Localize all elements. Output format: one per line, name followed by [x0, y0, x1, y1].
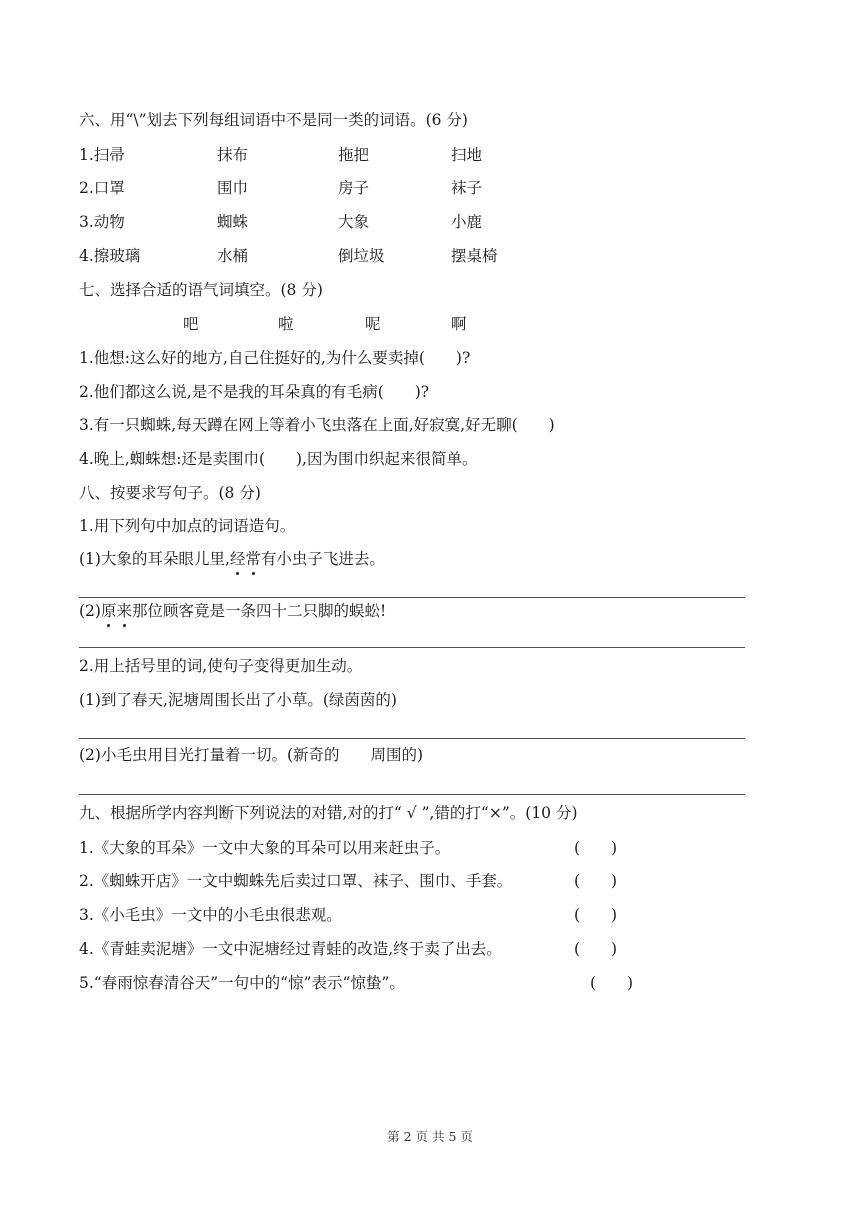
answer-line[interactable] — [79, 647, 745, 648]
word-cell: 抹布 — [217, 146, 249, 164]
section7-title: 七、选择合适的语气词填空。(8 分) — [79, 281, 323, 299]
word-cell: 2.口罩 — [79, 179, 125, 197]
sentence-text: 那位顾客竟是一条四十二只脚的蜈蚣! — [132, 602, 387, 620]
word-cell: 大象 — [338, 213, 370, 231]
word-cell: 袜子 — [451, 179, 483, 197]
section6-title: 六、用“\”划去下列每组词语中不是同一类的词语。(6 分) — [79, 111, 468, 129]
answer-line[interactable] — [79, 794, 745, 795]
page-number: 第 2 页 共 5 页 — [387, 1129, 473, 1144]
word-cell: 拖把 — [338, 146, 370, 164]
word-cell: 扫地 — [451, 146, 483, 164]
section8-sentence-1 — [79, 549, 385, 569]
judgment-blank[interactable]: ( ) — [574, 839, 618, 857]
judgment-item-3: 3.《小毛虫》一文中的小毛虫很悲观。 — [79, 906, 342, 924]
word-option: 吧 — [183, 315, 199, 333]
word-option: 呢 — [365, 315, 381, 333]
word-cell: 倒垃圾 — [338, 247, 385, 265]
section8-sentence-3: (1)到了春天,泥塘周围长出了小草。(绿茵茵的) — [79, 691, 397, 709]
dotted-char: 常 — [245, 550, 261, 568]
word-cell: 摆桌椅 — [451, 247, 498, 265]
word-cell: 蜘蛛 — [217, 213, 249, 231]
section8-title: 八、按要求写句子。(8 分) — [79, 484, 261, 502]
section7-item-3: 3.有一只蜘蛛,每天蹲在网上等着小飞虫落在上面,好寂寞,好无聊( ) — [79, 416, 555, 434]
word-cell: 4.擦玻璃 — [79, 247, 141, 265]
section7-item-1: 1.他想:这么好的地方,自己住挺好的,为什么要卖掉( )? — [79, 349, 471, 367]
answer-line[interactable] — [79, 597, 745, 598]
section8-question-1: 1.用下列句中加点的词语造句。 — [79, 517, 296, 535]
judgment-blank[interactable]: ( ) — [574, 872, 618, 890]
section9-title: 九、根据所学内容判断下列说法的对错,对的打“ √ ”,错的打“×”。(10 分) — [79, 804, 578, 822]
judgment-item-1: 1.《大象的耳朵》一文中大象的耳朵可以用来赶虫子。 — [79, 839, 451, 857]
sentence-text: 有小虫子飞进去。 — [260, 550, 385, 568]
judgment-item-2: 2.《蜘蛛开店》一文中蜘蛛先后卖过口罩、袜子、围巾、手套。 — [79, 872, 513, 890]
word-cell: 1.扫帚 — [79, 146, 125, 164]
word-cell: 围巾 — [217, 179, 249, 197]
section7-item-4: 4.晚上,蜘蛛想:还是卖围巾( ),因为围巾织起来很简单。 — [79, 450, 478, 468]
judgment-item-4: 4.《青蛙卖泥塘》一文中泥塘经过青蛙的改造,终于卖了出去。 — [79, 940, 502, 958]
word-cell: 水桶 — [217, 247, 249, 265]
section8-question-2: 2.用上括号里的词,使句子变得更加生动。 — [79, 657, 363, 675]
word-option: 啦 — [278, 315, 294, 333]
dotted-char: 原 — [100, 602, 117, 620]
dotted-char: 经 — [229, 550, 246, 568]
section8-sentence-2 — [79, 601, 386, 621]
word-cell: 小鹿 — [451, 213, 483, 231]
judgment-blank[interactable]: ( ) — [574, 940, 618, 958]
sentence-text: (2) — [79, 602, 101, 620]
word-option: 啊 — [451, 315, 467, 333]
judgment-blank[interactable]: ( ) — [590, 974, 634, 992]
judgment-item-5: 5.“春雨惊春清谷天”一句中的“惊”表示“惊蛰”。 — [79, 974, 405, 992]
word-cell: 3.动物 — [79, 213, 125, 231]
dotted-char: 来 — [116, 602, 132, 620]
answer-line[interactable] — [79, 738, 745, 739]
sentence-text: (1)大象的耳朵眼儿里, — [79, 550, 230, 568]
judgment-blank[interactable]: ( ) — [574, 906, 618, 924]
section8-sentence-4: (2)小毛虫用目光打量着一切。(新奇的 周围的) — [79, 746, 424, 764]
word-cell: 房子 — [338, 179, 370, 197]
section7-item-2: 2.他们都这么说,是不是我的耳朵真的有毛病( )? — [79, 383, 430, 401]
